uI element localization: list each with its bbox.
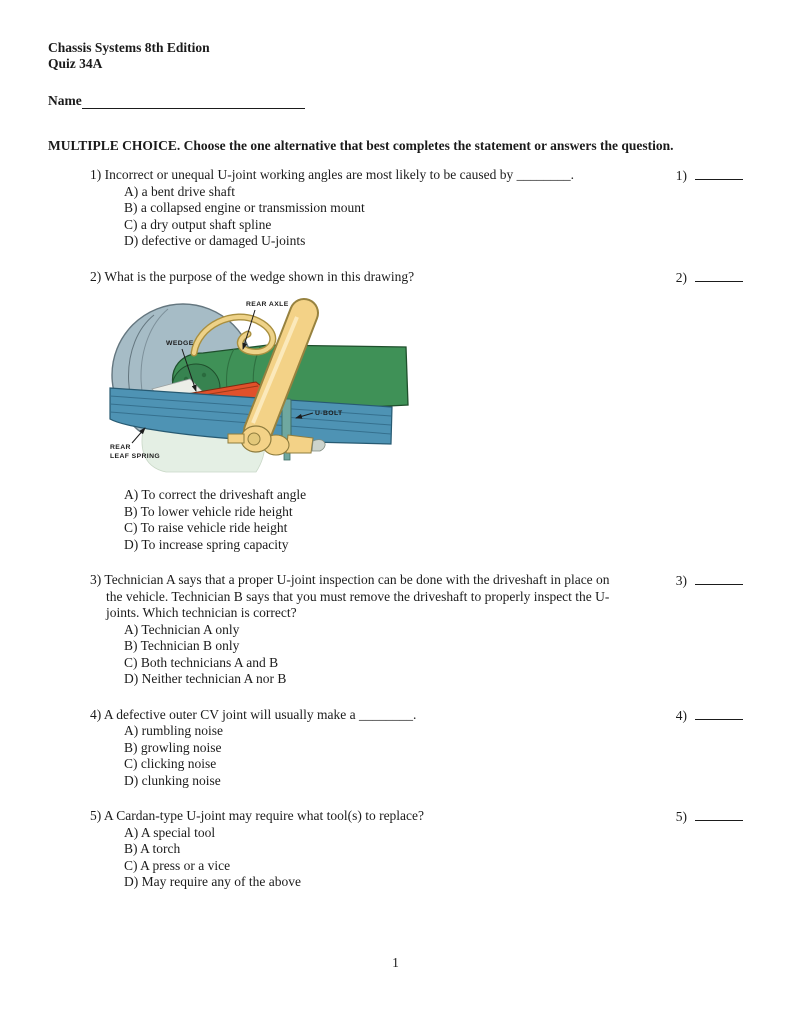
option-line: A) rumbling noise [124,723,223,738]
option-line: D) To increase spring capacity [124,536,289,552]
document-title: Chassis Systems 8th Edition [48,40,210,55]
answer-blank-3-line [695,572,743,585]
answer-blank-1 [676,167,743,185]
option-line: D) May require any of the above [124,874,301,889]
question-2 [48,269,745,554]
question-5-options [48,825,745,891]
question-2-text: What is the purpose of the wedge shown in this drawing? [104,268,415,284]
question-2-number: 2) [90,268,102,284]
wedge-diagram-figure [108,295,445,474]
option-line: C) To raise vehicle ride height [124,520,288,535]
question-3 [48,572,745,688]
question-3-options [48,622,745,688]
question-list [48,167,745,891]
question-5-text: A Cardan-type U-joint may require what tool(s) to replace? [103,808,425,823]
option-line: C) Both technicians A and B [124,654,279,670]
answer-blank-2-line [695,269,743,282]
question-4-stem [48,707,745,724]
question-3-text: Technician A says that a proper U-joint inspection can be done with the driveshaft in place on the vehicle. Technician B says that you must remove the driveshaft to properly inspect the U-joints. Which technician is correct? [104,572,610,620]
answer-blank-5-number: 5) [675,809,687,824]
option-line: A) a bent drive shaft [124,183,235,199]
option-line: B) To lower vehicle ride height [124,503,293,519]
answer-blank-4 [676,707,743,725]
question-2-stem [48,269,745,286]
instructions-heading: MULTIPLE CHOICE. Choose the one alternative that best completes the statement or answers the question. [48,138,674,153]
question-1-stem [48,167,745,184]
answer-blank-3-number: 3) [675,573,687,588]
question-1 [48,167,745,250]
option-line: B) growling noise [124,739,222,755]
question-3-number: 3) [90,572,102,587]
option-line: B) a collapsed engine or transmission mount [124,200,365,215]
option-line: D) clunking noise [124,772,221,788]
name-blank-line [82,94,305,109]
question-1-text: Incorrect or unequal U-joint working angles are most likely to be caused by ________. [104,167,575,182]
question-1-options [48,184,745,250]
question-5-number: 5) [90,808,102,823]
option-line: D) Neither technician A nor B [124,671,287,686]
label-rear-axle: REAR AXLE [246,301,289,308]
answer-blank-2 [676,269,743,287]
option-line: B) A torch [124,841,181,856]
option-line: A) To correct the driveshaft angle [124,487,307,502]
answer-blank-3 [676,572,743,590]
yoke-hook [312,440,325,451]
question-5 [48,808,745,891]
option-line: A) A special tool [124,824,216,840]
label-rear-leaf-spring-2: LEAF SPRING [110,453,161,460]
option-line: C) clicking noise [124,756,217,771]
option-line: B) Technician B only [124,638,240,653]
document-subtitle: Quiz 34A [48,56,103,71]
answer-blank-2-number: 2) [675,269,687,285]
option-line: D) defective or damaged U-joints [124,233,306,248]
question-3-stem [48,572,745,622]
name-row [48,93,745,109]
page-number: 1 [392,955,399,970]
question-2-options [48,487,745,553]
question-5-stem [48,808,745,825]
answer-blank-5-line [695,808,743,821]
answer-blank-4-number: 4) [675,707,687,723]
page-content [48,40,745,910]
question-4 [48,707,745,790]
answer-blank-4-line [695,707,743,720]
label-rear-leaf-spring-1: REAR [110,444,131,451]
question-4-options [48,723,745,789]
question-4-number: 4) [90,706,102,722]
question-1-number: 1) [90,167,102,182]
label-wedge: WEDGE [166,340,194,347]
answer-blank-1-number: 1) [675,168,687,183]
answer-blank-5 [676,808,743,826]
wedge-diagram [108,295,445,474]
option-line: C) a dry output shaft spline [124,216,272,232]
question-4-text: A defective outer CV joint will usually make a ________. [103,706,417,722]
option-line: A) Technician A only [124,621,240,637]
name-label: Name [48,93,82,108]
option-line: C) A press or a vice [124,857,231,873]
answer-blank-1-line [695,167,743,180]
label-u-bolt: U-BOLT [315,410,343,417]
u-joint [286,435,313,453]
